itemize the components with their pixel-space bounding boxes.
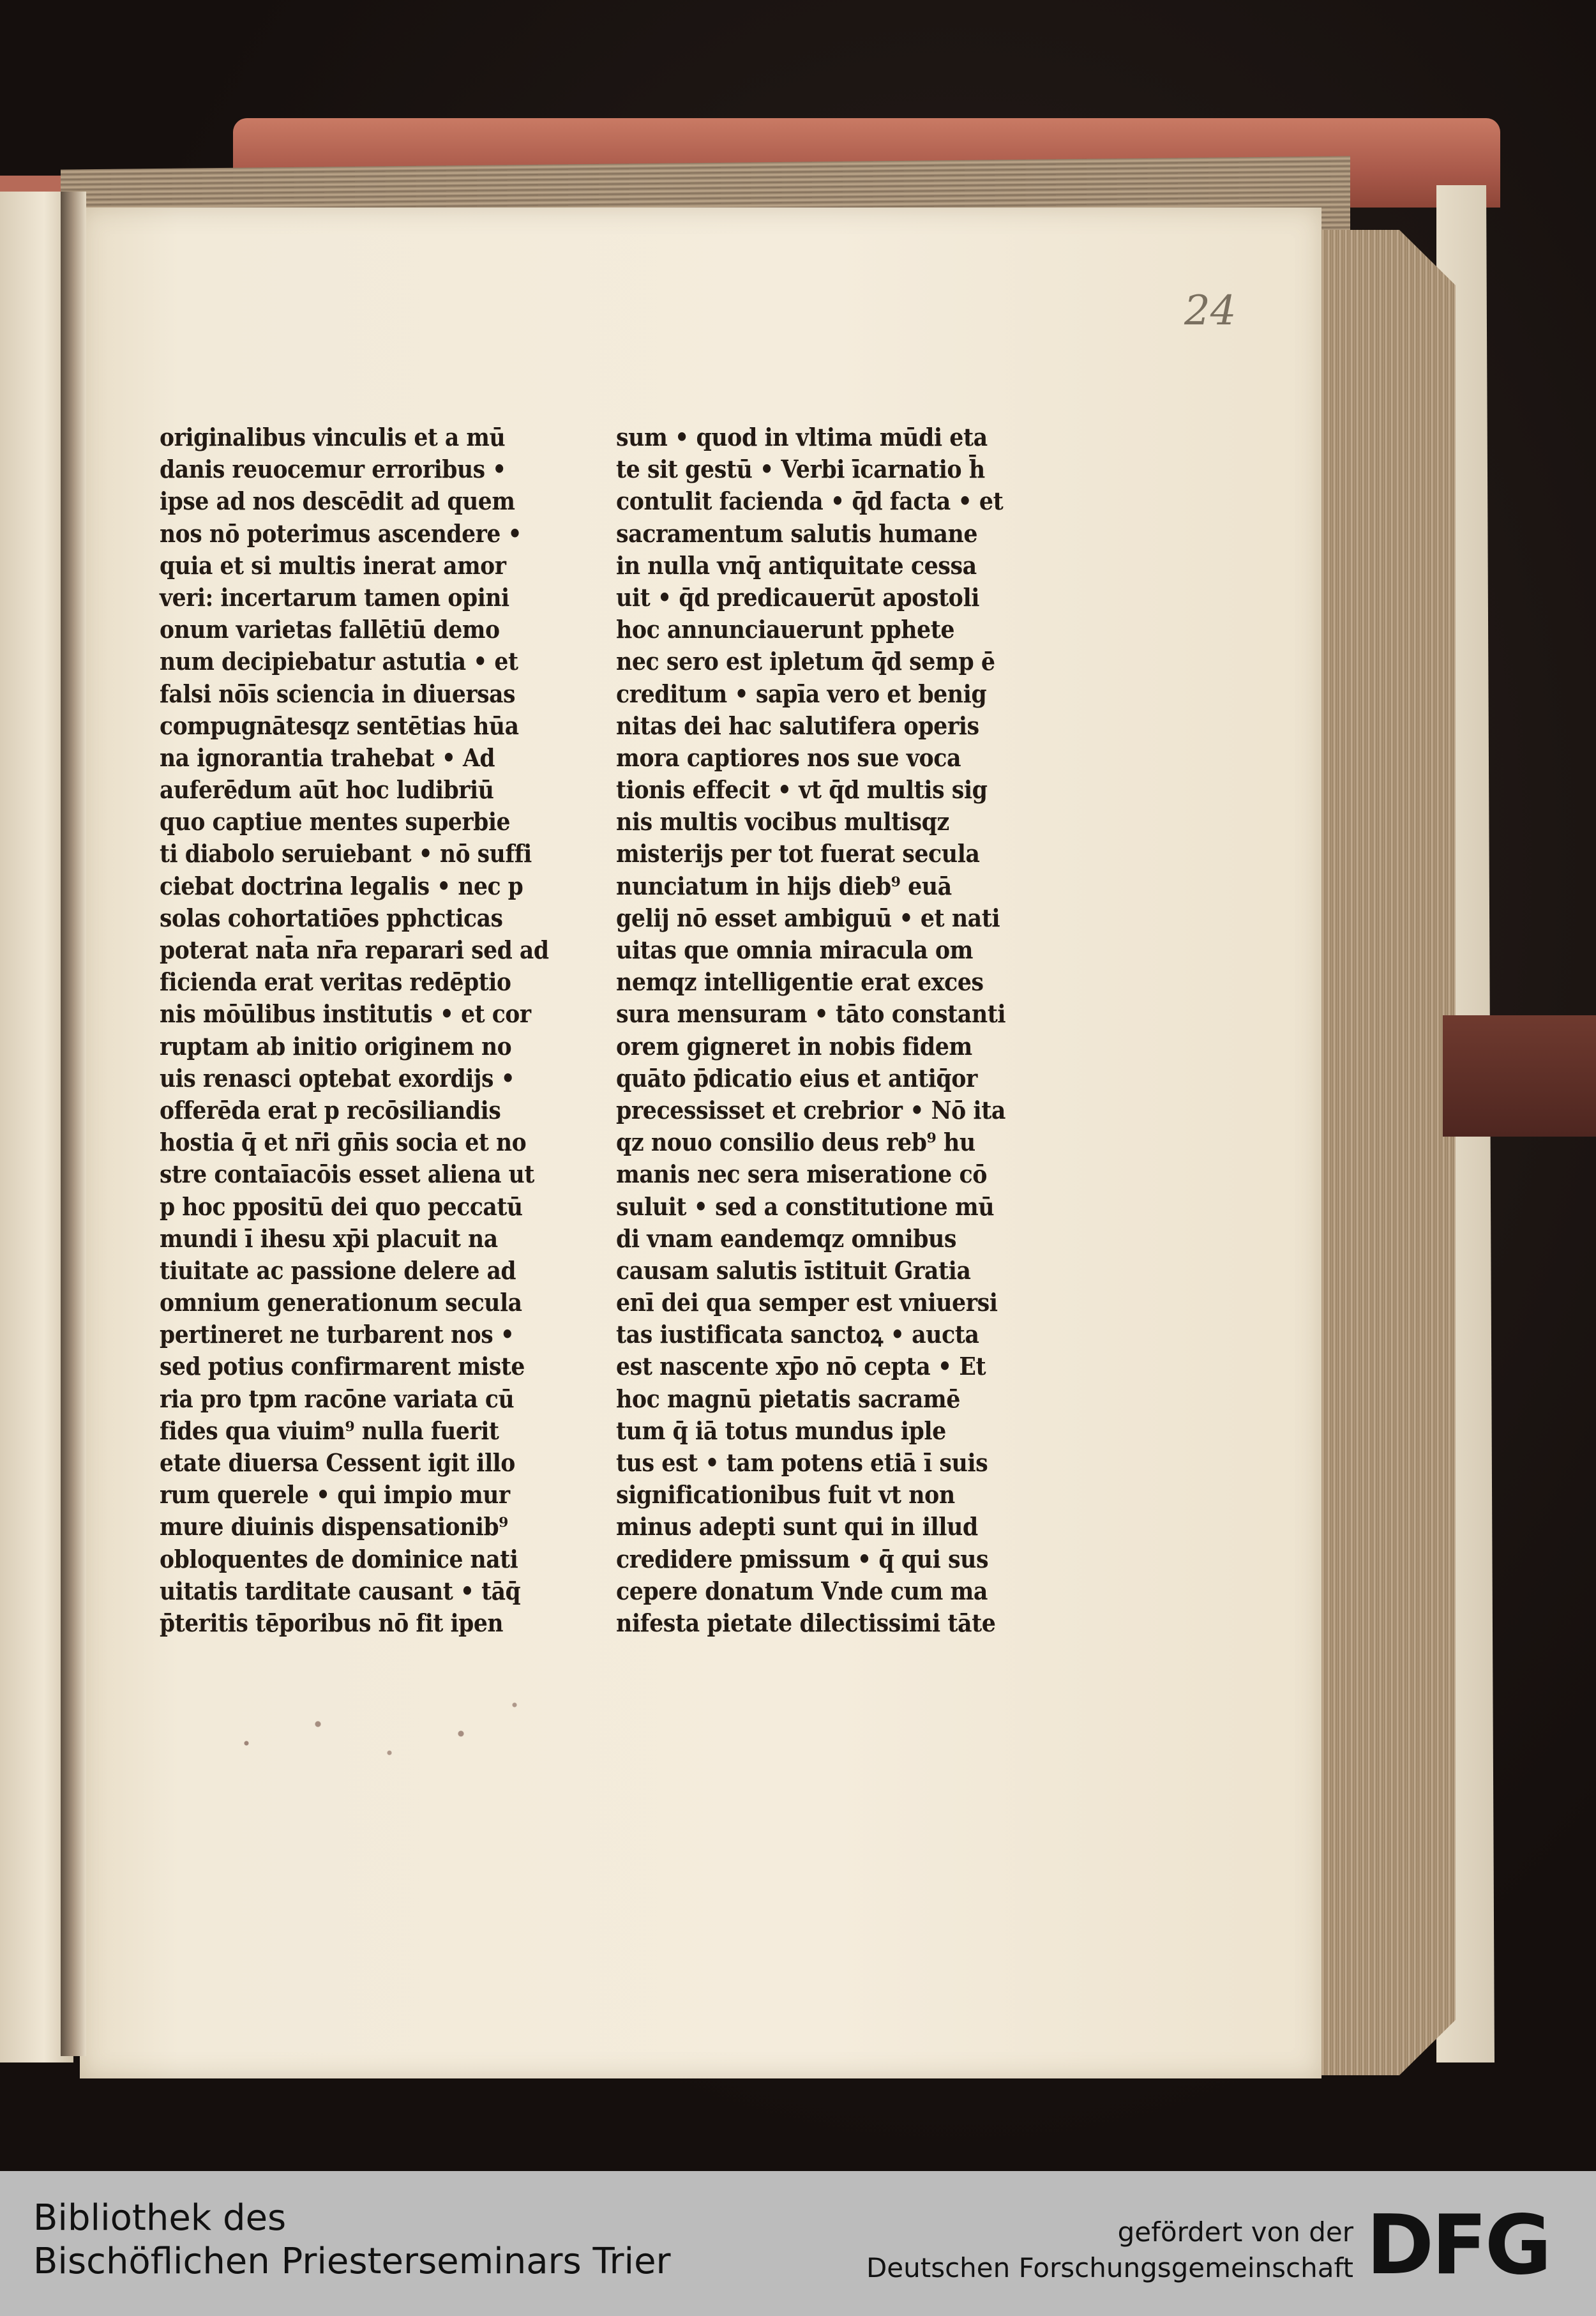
text-line: nis mōūlibus institutis • et cor bbox=[160, 999, 531, 1029]
text-line: compugnātesqz sentētias hūa bbox=[160, 711, 519, 740]
text-line: na ignorantia trahebat • Ad bbox=[160, 743, 495, 772]
text-line: tionis effecit • vt q̄d multis sig bbox=[616, 775, 988, 805]
text-line: contulit facienda • q̄d facta • et bbox=[616, 487, 1004, 516]
text-line: mundi ī ihesu xp̄i placuit na bbox=[160, 1223, 498, 1253]
text-line: nis multis vocibus multisqz bbox=[616, 807, 949, 836]
text-line: uis renasci optebat exordijs • bbox=[160, 1063, 515, 1093]
text-line: auferēdum aūt hoc ludibriū bbox=[160, 775, 494, 805]
text-line: hostia q̄ et nr̄i gn̄is socia et no bbox=[160, 1128, 527, 1157]
text-line: falsi nōīs sciencia in diuersas bbox=[160, 679, 516, 708]
text-line: etate diuersa Cessent igit illo bbox=[160, 1448, 515, 1477]
text-line: originalibus vinculis et a mū bbox=[160, 423, 506, 451]
text-line: est nascente xp̄o nō cepta • Et bbox=[616, 1352, 986, 1381]
text-line: nunciatum in hijs dieb⁹ euā bbox=[616, 871, 952, 900]
text-line: causam salutis īstituit Gratia bbox=[616, 1255, 971, 1285]
text-line: te sit gestū • Verbi īcarnatio h̄ bbox=[616, 455, 985, 484]
text-line: offerēda erat p recōsiliandis bbox=[160, 1095, 501, 1124]
text-line: ruptam ab initio originem no bbox=[160, 1031, 512, 1061]
text-line: num decipiebatur astutia • et bbox=[160, 647, 518, 676]
text-line: nifesta pietate dilectissimi tāte bbox=[616, 1608, 996, 1637]
text-line: sura mensuram • tāto constanti bbox=[616, 999, 1006, 1029]
book-gutter bbox=[61, 192, 86, 2056]
text-line: enī dei qua semper est vniuersi bbox=[616, 1288, 998, 1317]
text-line: poterat nat̄a nr̄a reparari sed ad bbox=[160, 935, 549, 964]
text-line: ria pro tpm racōne variata cū bbox=[160, 1384, 515, 1413]
clasp-strap bbox=[1443, 1015, 1596, 1137]
text-line: credidere pmissum • q̄ qui sus bbox=[616, 1544, 989, 1573]
text-line: nemqz intelligentie erat exces bbox=[616, 967, 984, 997]
text-line: nitas dei hac salutifera operis bbox=[616, 711, 979, 740]
text-line: manis nec sera miseratione cō bbox=[616, 1160, 988, 1189]
text-line: stre contaīacōis esset aliena ut bbox=[160, 1160, 534, 1189]
ink-stain bbox=[211, 1686, 568, 1782]
text-line: omnium generationum secula bbox=[160, 1288, 522, 1317]
text-column-right bbox=[616, 421, 1041, 1639]
text-line: creditum • sapīa vero et benig bbox=[616, 679, 987, 708]
funding-credit-line2: Deutschen Forschungsgemeinschaft bbox=[866, 2252, 1353, 2283]
text-line: danis reuocemur erroribus • bbox=[160, 455, 506, 484]
text-line: p̄teritis tēporibus nō fit ipen bbox=[160, 1608, 504, 1637]
text-line: rum querele • qui impio mur bbox=[160, 1480, 510, 1510]
text-line: tum q̄ iā totus mundus iple bbox=[616, 1416, 946, 1445]
text-line: quo captiue mentes superbie bbox=[160, 807, 511, 836]
text-line: onum varietas fallētiū demo bbox=[160, 615, 500, 644]
page-block-fore-edge bbox=[1315, 230, 1456, 2075]
text-line: sum • quod in vltima mūdi eta bbox=[616, 423, 988, 451]
text-line: p hoc ppositū dei quo peccatū bbox=[160, 1192, 523, 1221]
text-line: mora captiores nos sue voca bbox=[616, 743, 961, 772]
text-line: solas cohortatiōes pphcticas bbox=[160, 903, 503, 932]
library-name-line1: Bibliothek des bbox=[33, 2197, 287, 2239]
text-line: fides qua viuim⁹ nulla fuerit bbox=[160, 1416, 499, 1445]
text-line: ciebat doctrina legalis • nec p bbox=[160, 871, 523, 900]
text-line: precessisset et crebrior • Nō ita bbox=[616, 1095, 1005, 1124]
text-line: mure diuinis dispensationib⁹ bbox=[160, 1512, 508, 1541]
folio-number: 24 bbox=[1184, 287, 1237, 335]
text-line: suluit • sed a constitutione mū bbox=[616, 1192, 995, 1221]
text-line: misterijs per tot fuerat secula bbox=[616, 839, 980, 868]
text-line: hoc annunciauerunt pphete bbox=[616, 615, 955, 644]
text-line: ti diabolo seruiebant • nō suffi bbox=[160, 839, 532, 868]
text-line: veri: incertarum tamen opini bbox=[160, 582, 509, 612]
text-line: di vnam eandemqz omnibus bbox=[616, 1223, 957, 1253]
text-line: qz nouo consilio deus reb⁹ hu bbox=[616, 1128, 975, 1157]
funding-credit bbox=[866, 2214, 1353, 2286]
dfg-logo bbox=[1366, 2204, 1570, 2281]
text-line: sacramentum salutis humane bbox=[616, 518, 978, 548]
text-line: tus est • tam potens etiā ī suis bbox=[616, 1448, 988, 1477]
text-line: tas iustificata sanctoꝝ • aucta bbox=[616, 1320, 979, 1349]
text-line: nec sero est ipletum q̄d semp ē bbox=[616, 647, 995, 676]
footer-banner bbox=[0, 2171, 1596, 2316]
text-line: tiuitate ac passione delere ad bbox=[160, 1255, 516, 1285]
text-line: orem gigneret in nobis fidem bbox=[616, 1031, 972, 1061]
dfg-logo-text: DFG bbox=[1366, 2204, 1549, 2281]
text-line: quia et si multis inerat amor bbox=[160, 550, 506, 580]
text-line: uitatis tarditate causant • tāq̄ bbox=[160, 1576, 521, 1605]
text-line: pertineret ne turbarent nos • bbox=[160, 1320, 515, 1349]
library-name-line2: Bischöflichen Priesterseminars Trier bbox=[33, 2241, 671, 2282]
text-line: nos nō poterimus ascendere • bbox=[160, 518, 522, 548]
text-line: in nulla vnq̄ antiquitate cessa bbox=[616, 550, 977, 580]
text-line: quāto p̄dicatio eius et antiq̄or bbox=[616, 1063, 977, 1093]
text-line: ficienda erat veritas redēptio bbox=[160, 967, 511, 997]
library-name bbox=[33, 2197, 671, 2283]
text-line: uitas que omnia miracula om bbox=[616, 935, 974, 964]
text-line: sed potius confirmarent miste bbox=[160, 1352, 525, 1381]
text-line: hoc magnū pietatis sacramē bbox=[616, 1384, 960, 1413]
text-line: ipse ad nos descēdit ad quem bbox=[160, 487, 515, 516]
text-line: significationibus fuit vt non bbox=[616, 1480, 955, 1510]
text-line: obloquentes de dominice nati bbox=[160, 1544, 518, 1573]
text-line: cepere donatum Vnde cum ma bbox=[616, 1576, 988, 1605]
text-column-left bbox=[160, 421, 588, 1639]
text-line: gelij nō esset ambiguū • et nati bbox=[616, 903, 1000, 932]
text-line: uit • q̄d predicauerūt apostoli bbox=[616, 582, 979, 612]
text-line: minus adepti sunt qui in illud bbox=[616, 1512, 978, 1541]
funding-credit-line1: gefördert von der bbox=[1117, 2216, 1353, 2248]
